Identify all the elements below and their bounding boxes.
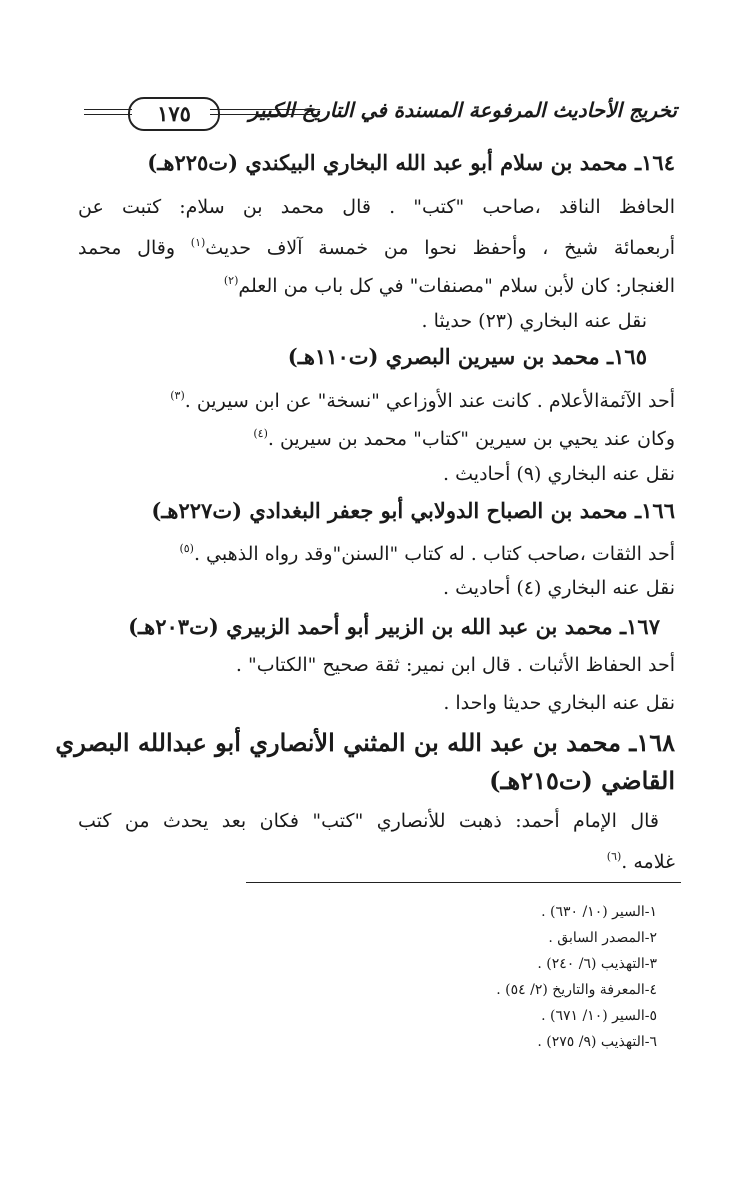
footnote-1: ١-السير (١٠/ ٦٣٠) . bbox=[541, 904, 657, 920]
entry-164-line-3: الغنجار: كان لأبن سلام "مصنفات" في كل باب من العلم$^{(٢)}$ bbox=[223, 274, 675, 297]
footnote-ref-2: (٢) bbox=[223, 274, 239, 287]
footnote-2: ٢-المصدر السابق . bbox=[548, 930, 657, 946]
page-number: ١٧٥ bbox=[128, 97, 220, 131]
footnote-ref-6: (٦) bbox=[606, 850, 622, 863]
header-rule-left bbox=[84, 109, 132, 115]
entry-166-line-2: نقل عنه البخاري (٤) أحاديث . bbox=[443, 577, 675, 599]
entry-168-title-line-1: ١٦٨ـ محمد بن عبد الله بن المثني الأنصاري أبو عبدالله البصري bbox=[55, 728, 675, 757]
footnote-ref-1: (١) bbox=[190, 236, 206, 249]
entry-164-line-4: نقل عنه البخاري (٢٣) حديثا . bbox=[421, 310, 647, 332]
entry-167-line-1: أحد الحفاظ الأثبات . قال ابن نمير: ثقة صحيح "الكتاب" . bbox=[235, 654, 675, 676]
running-header-title: تخريج الأحاديث المرفوعة المسندة في التاريخ الكبير bbox=[248, 98, 677, 122]
entry-168-title-line-2: القاضي (ت٢١٥هـ) bbox=[489, 766, 675, 795]
entry-165-title: ١٦٥ـ محمد بن سيرين البصري (ت١١٠هـ) bbox=[287, 344, 647, 369]
entry-165-line-1: أحد الآئمةالأعلام . كانت عند الأوزاعي "نسخة" عن ابن سيرين .$^{(٣)}$ bbox=[170, 389, 675, 412]
footnote-ref-4: (٤) bbox=[253, 427, 268, 440]
header-rule-right bbox=[210, 109, 320, 115]
footnote-6: ٦-التهذيب (٩/ ٢٧٥) . bbox=[537, 1034, 657, 1050]
footnote-ref-3: (٣) bbox=[170, 389, 185, 402]
entry-168-line-1: قال الإمام أحمد: ذهبت للأنصاري "كتب" فكان بعد يحدث من كتب bbox=[78, 810, 659, 832]
entry-168-line-2: غلامه .$^{(٦)}$ bbox=[606, 850, 675, 873]
entry-165-line-3: نقل عنه البخاري (٩) أحاديث . bbox=[443, 463, 675, 485]
entry-164-title: ١٦٤ـ محمد بن سلام أبو عبد الله البخاري البيكندي (ت٢٢٥هـ) bbox=[147, 150, 675, 175]
footnote-5: ٥-السير (١٠/ ٦٧١) . bbox=[541, 1008, 657, 1024]
footnote-3: ٣-التهذيب (٦/ ٢٤٠) . bbox=[537, 956, 657, 972]
footnote-4: ٤-المعرفة والتاريخ (٢/ ٥٤) . bbox=[496, 982, 657, 998]
entry-165-line-2: وكان عند يحيي بن سيرين "كتاب" محمد بن سيرين .$^{(٤)}$ bbox=[253, 427, 675, 450]
footnote-ref-5: (٥) bbox=[179, 542, 194, 555]
entry-164-line-1: الحافظ الناقد ،صاحب "كتب" . قال محمد بن سلام: كتبت عن bbox=[78, 196, 675, 218]
entry-167-line-2: نقل عنه البخاري حديثا واحدا . bbox=[443, 692, 675, 714]
entry-166-title: ١٦٦ـ محمد بن الصباح الدولابي أبو جعفر البغدادي (ت٢٢٧هـ) bbox=[151, 498, 675, 523]
entry-167-title: ١٦٧ـ محمد بن عبد الله بن الزبير أبو أحمد الزبيري (ت٢٠٣هـ) bbox=[128, 614, 660, 639]
entry-164-line-2: أربعمائة شيخ ، وأحفظ نحوا من خمسة آلاف حديث$^{(١)}$ وقال محمد bbox=[78, 236, 675, 259]
footnote-separator bbox=[246, 882, 681, 883]
entry-166-line-1: أحد الثقات ،صاحب كتاب . له كتاب "السنن"وقد رواه الذهبي .$^{(٥)}$ bbox=[179, 542, 675, 565]
